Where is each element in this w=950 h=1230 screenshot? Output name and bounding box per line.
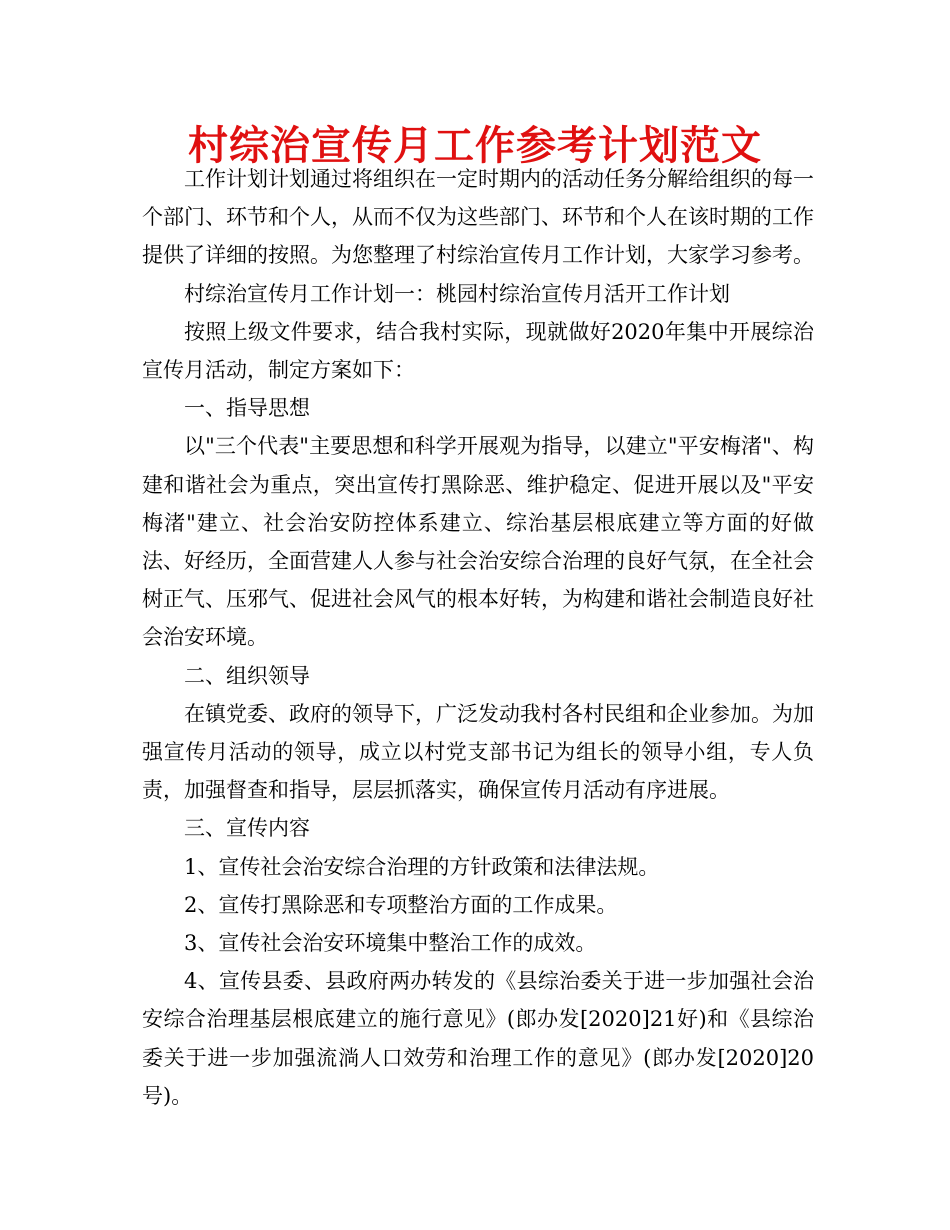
- section-heading-guiding-ideology: 一、指导思想: [184, 396, 310, 421]
- document-body: [142, 160, 814, 1115]
- paragraph-intro: 工作计划计划通过将组织在一定时期内的活动任务分解给组织的每一个部门、环节和个人，从而不仅为这些部门、环节和个人在该时期的工作提供了详细的按照。为您整理了村综治宣传月工作计划，大家学习参考。: [142, 167, 814, 268]
- document-title: 村综治宣传月工作参考计划范文: [188, 123, 762, 169]
- list-item-1: 1、宣传社会治安综合治理的方针政策和法律法规。: [184, 854, 660, 879]
- paragraph-guiding-ideology: 以"三个代表"主要思想和科学开展观为指导，以建立"平安梅渚"、构建和谐社会为重点，突出宣传打黑除恶、维护稳定、促进开展以及"平安梅渚"建立、社会治安防控体系建立、综治基层根底建立等方面的好做法、好经历，全面营建人人参与社会治安综合治理的良好气氛，在全社会树正气、压邪气、促进社会风气的根本好转，为构建和谐社会制造良好社会治安环境。: [142, 434, 814, 650]
- list-item-2: 2、宣传打黑除恶和专项整治方面的工作成果。: [184, 892, 618, 917]
- paragraph-plan-title: 村综治宣传月工作计划一：桃园村综治宣传月活开工作计划: [184, 281, 730, 306]
- paragraph-preamble: 按照上级文件要求，结合我村实际，现就做好2020年集中开展综治宣传月活动，制定方案如下：: [142, 319, 814, 383]
- paragraph-leadership: 在镇党委、政府的领导下，广泛发动我村各村民组和企业参加。为加强宣传月活动的领导，成立以村党支部书记为组长的领导小组，专人负责，加强督查和指导，层层抓落实，确保宣传月活动有序进展。: [142, 701, 814, 803]
- list-item-4: 4、宣传县委、县政府两办转发的《县综治委关于进一步加强社会治安综合治理基层根底建立的施行意见》(郎办发[2020]21好)和《县综治委关于进一步加强流淌人口效劳和治理工作的意见》(郎办发[2020]20号)。: [142, 969, 814, 1108]
- list-item-3: 3、宣传社会治安环境集中整治工作的成效。: [184, 931, 597, 956]
- section-heading-leadership: 二、组织领导: [184, 663, 310, 688]
- section-heading-content: 三、宣传内容: [184, 816, 310, 841]
